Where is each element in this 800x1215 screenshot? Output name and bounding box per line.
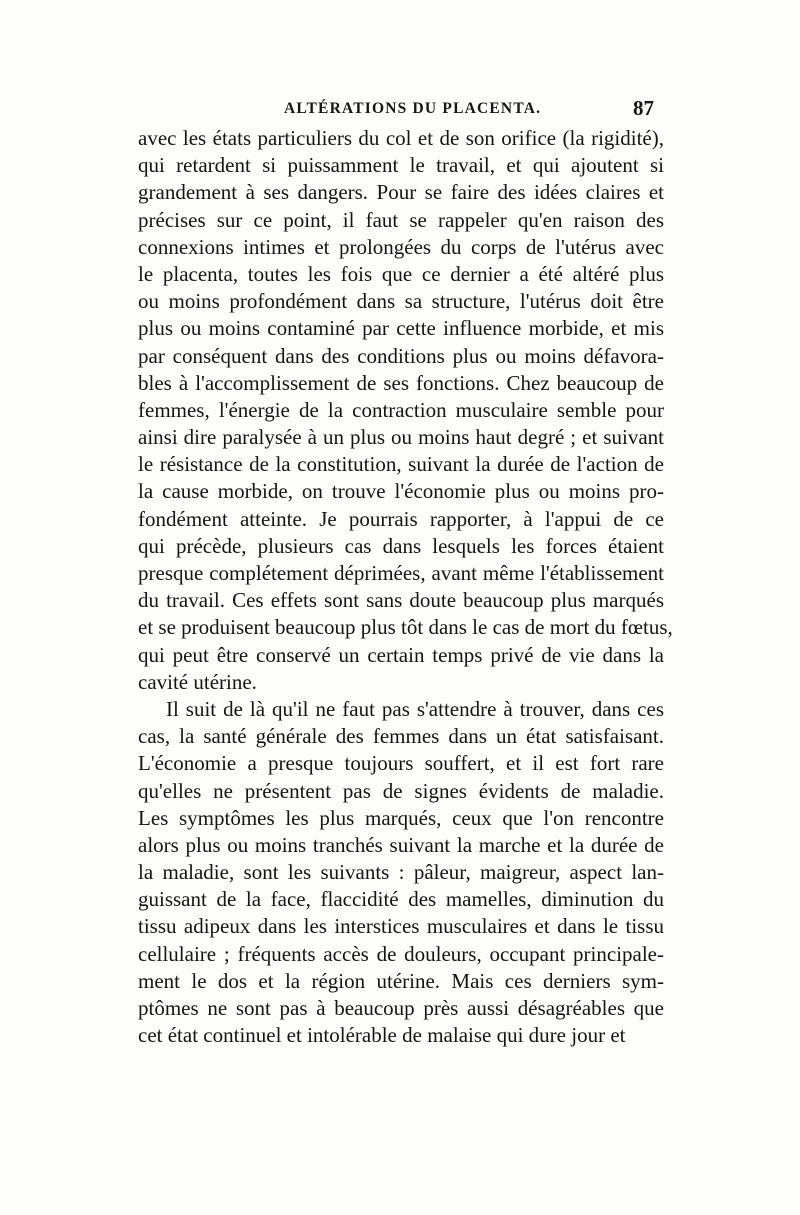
text-line: par conséquent dans des conditions plus ou moins défavora- <box>138 343 664 368</box>
text-line: précises sur ce point, il faut se rappeler qu'en raison des <box>138 207 664 232</box>
text-line: connexions intimes et prolongées du corps de l'utérus avec <box>138 234 664 259</box>
text-line: presque complétement déprimées, avant même l'établissement <box>138 561 664 585</box>
text-line: Il suit de là qu'il ne faut pas s'attendre à trouver, dans ces <box>166 696 664 721</box>
text-line: avec les états particuliers du col et de son orifice (la rigidité), <box>138 126 664 150</box>
text-line: Les symptômes les plus marqués, ceux que l'on rencontre <box>138 805 664 830</box>
page-header <box>138 96 660 126</box>
text-line: L'économie a presque toujours souffert, et il est fort rare <box>138 751 664 776</box>
text-line: cas, la santé générale des femmes dans un état satisfaisant. <box>138 724 664 749</box>
text-line: qui retardent si puissamment le travail, et qui ajoutent si <box>138 153 664 178</box>
text-line: tissu adipeux dans les interstices musculaires et dans le tissu <box>138 914 664 939</box>
text-line: la cause morbide, on trouve l'économie plus ou moins pro- <box>138 479 664 504</box>
text-line: femmes, l'énergie de la contraction musculaire semble pour <box>138 397 664 422</box>
text-line: alors plus ou moins tranchés suivant la marche et la durée de <box>138 832 664 857</box>
text-line: ou moins profondément dans sa structure, l'utérus doit être <box>138 289 664 314</box>
text-line: guissant de la face, flaccidité des mamelles, diminution du <box>138 887 664 912</box>
page-number: 87 <box>633 96 654 120</box>
text-line: qui précède, plusieurs cas dans lesquels les forces étaient <box>138 533 664 558</box>
text-line: qu'elles ne présentent pas de signes évidents de maladie. <box>138 778 664 803</box>
text-line: ment le dos et la région utérine. Mais ces derniers sym- <box>138 968 664 993</box>
text-line: qui peut être conservé un certain temps privé de vie dans la <box>138 642 664 667</box>
text-line: et se produisent beaucoup plus tôt dans le cas de mort du fœtus, <box>138 615 673 640</box>
text-line: le résistance de la constitution, suivant la durée de l'action de <box>138 452 664 477</box>
text-line: ptômes ne sont pas à beaucoup près aussi désagréables que <box>138 996 664 1020</box>
body-text <box>138 125 673 1049</box>
text-line: du travail. Ces effets sont sans doute beaucoup plus marqués <box>138 588 664 613</box>
paragraph-2 <box>138 696 664 1049</box>
text-line: cavité utérine. <box>138 669 257 694</box>
text-line: la maladie, sont les suivants : pâleur, maigreur, aspect lan- <box>138 860 664 885</box>
text-line: ainsi dire paralysée à un plus ou moins haut degré ; et suivant <box>138 425 664 450</box>
text-line: fondément atteinte. Je pourrais rapporter, à l'appui de ce <box>138 506 664 531</box>
text-line: cellulaire ; fréquents accès de douleurs, occupant principale- <box>138 941 664 966</box>
text-line: grandement à ses dangers. Pour se faire des idées claires et <box>138 180 664 205</box>
text-line: cet état continuel et intolérable de malaise qui dure jour et <box>138 1023 626 1048</box>
text-line: bles à l'accomplissement de ses fonctions. Chez beaucoup de <box>138 370 664 395</box>
text-line: plus ou moins contaminé par cette influence morbide, et mis <box>138 316 664 341</box>
running-title: ALTÉRATIONS DU PLACENTA. <box>284 100 542 117</box>
text-line: le placenta, toutes les fois que ce dernier a été altéré plus <box>138 261 664 286</box>
paragraph-1 <box>138 125 673 696</box>
